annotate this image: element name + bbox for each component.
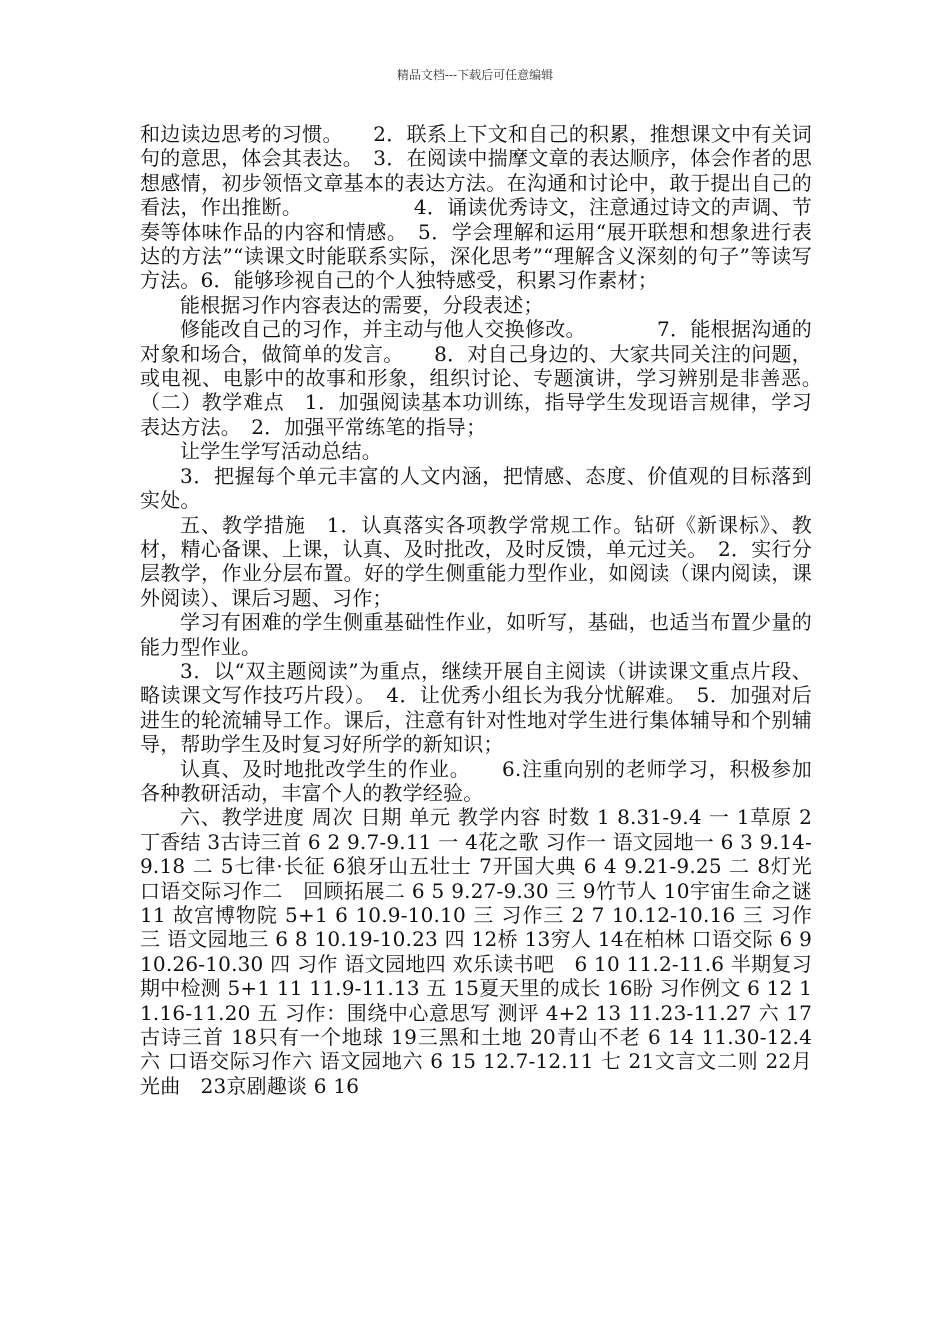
paragraph-1: 和边读边思考的习惯。 2．联系上下文和自己的积累，推想课文中有关词句的意思，体会其表达。 3．在阅读中揣摩文章的表达顺序，体会作者的思想感情，初步领悟文章基本的表达方法。在沟通和讨论中，敢于提出自己的看法，作出推断。 4．诵读优秀诗文，注意通过诗文的声调、节奏等体味作品的内容和情感。 5．学会理解和运用“展开联想和想象进行表达的方法”“读课文时能联系实际，深化思考”“理解含义深刻的句子”等读写方法。6．能够珍视自己的个人独特感受，积累习作素材； <box>140 122 812 293</box>
paragraph-4: 让学生学写活动总结。 <box>180 439 382 464</box>
paragraph-2: 能根据习作内容表达的需要，分段表述； <box>180 292 544 317</box>
paragraph-3: 修能改自己的习作，并主动与他人交换修改。 7．能根据沟通的对象和场合，做简单的发言。 8．对自己身边的、大家共同关注的问题，或电视、电影中的故事和形象，组织讨论、专题演讲，学习辨别是非善恶。 （二）教学难点 1．加强阅读基本功训练，指导学生发现语言规律，学习表达方法。 2．加强平常练笔的指导； <box>140 317 833 439</box>
paragraph-9: 认真、及时地批改学生的作业。 6.注重向别的老师学习，积极参加各种教研活动，丰富个人的教学经验。 <box>140 756 812 805</box>
paragraph-8: 3．以“双主题阅读”为重点，继续开展自主阅读（讲读课文重点片段、略读课文写作技巧片段）。 4．让优秀小组长为我分忧解难。 5．加强对后进生的轮流辅导工作。课后，注意有针对性地对学生进行集体辅导和个别辅导，帮助学生及时复习好所学的新知识； <box>140 658 812 757</box>
paragraph-10: 六、教学进度 周次 日期 单元 教学内容 时数 1 8.31-9.4 一 1草原 2丁香结 3古诗三首 6 2 9.7-9.11 一 4花之歌 习作一 语文园地一 6 3 9.14-9.18 二 5七律·长征 6狼牙山五壮士 7开国大典 6 4 9.21-9.25 二 8灯光 口语交际习作二 回顾拓展二 6 5 9.27-9.30 三 9竹节人 10宇宙生命之谜 11 故宫博物院 5+1 6 10.9-10.10 三 习作三 2 7 10.12-10.16 三 习作三 语文园地三 6 8 10.19-10.23 四 12桥 13穷人 14在柏林 口语交际 6 9 10.26-10.30 四 习作 语文园地四 欢乐读书吧 6 10 11.2-11.6 半期复习 期中检测 5+1 11 11.9-11.13 五 15夏天里的成长 16盼 习作例文 6 12 11.16-11.20 五 习作：围绕中心意思写 测评 4+2 13 11.23-11.27 六 17古诗三首 18只有一个地球 19三黑和土地 20青山不老 6 14 11.30-12.4 六 口语交际习作六 语文园地六 6 15 12.7-12.11 七 21文言文二则 22月光曲 23京剧趣谈 6 16 <box>140 805 812 1098</box>
paragraph-6: 五、教学措施 1．认真落实各项教学常规工作。钻研《新课标》、教材，精心备课、上课，认真、及时批改，及时反馈，单元过关。 2．实行分层教学，作业分层布置。好的学生侧重能力型作业，如阅读（课内阅读，课外阅读）、课后习题、习作； <box>140 512 812 610</box>
page-header: 精品文档---下载后可任意编辑 <box>396 68 554 82</box>
paragraph-5: 3．把握每个单元丰富的人文内涵，把情感、态度、价值观的目标落到实处。 <box>140 463 812 513</box>
paragraph-7: 学习有困难的学生侧重基础性作业，如听写，基础，也适当布置少量的能力型作业。 <box>140 610 812 659</box>
document-body <box>140 122 833 1098</box>
